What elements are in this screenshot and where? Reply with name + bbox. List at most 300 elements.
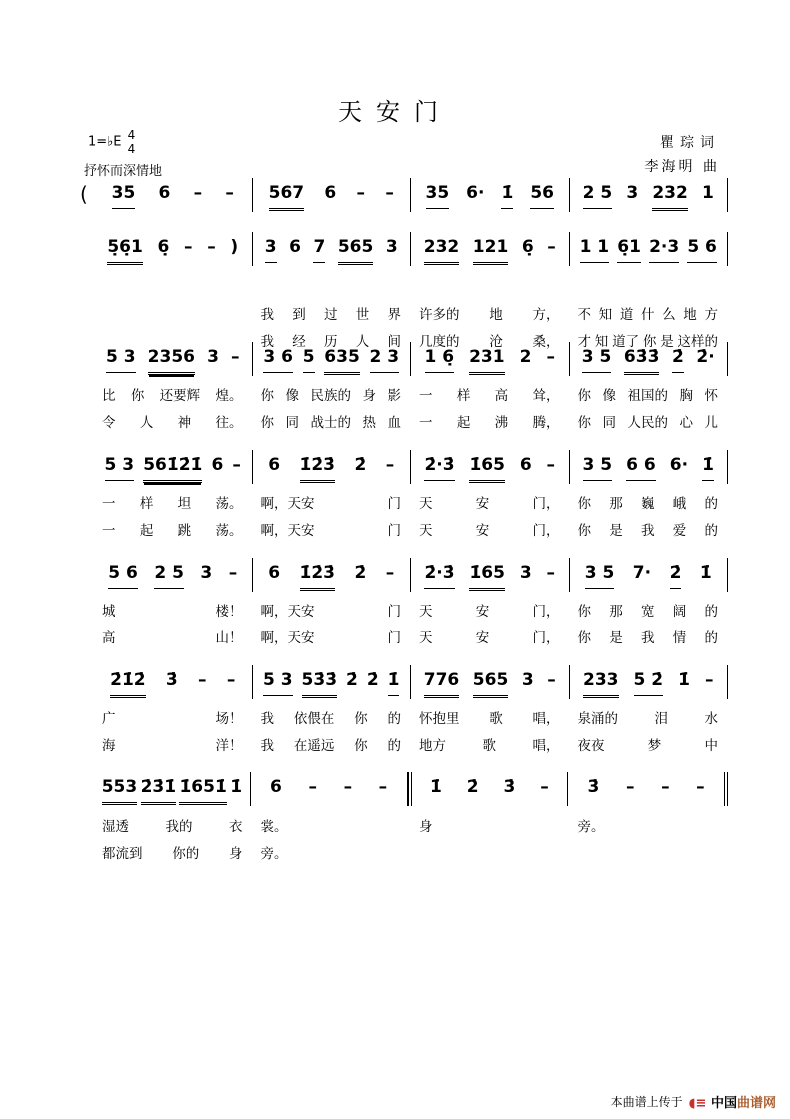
note-group: 5 [303, 346, 315, 373]
note-group: – [546, 563, 556, 583]
measure [253, 665, 412, 699]
lyric-syllable: 热 [362, 415, 376, 431]
key-signature [88, 128, 135, 156]
lyric-syllable: 山！ [215, 630, 243, 646]
note-group: 3 5 [583, 454, 613, 481]
lyric-measure [411, 815, 570, 835]
lyric-syllable: 道 [619, 307, 634, 323]
note-group: 1̇ [388, 669, 400, 696]
lyric-syllable: 几度的 [419, 334, 460, 350]
note-group: – [547, 670, 556, 690]
lyric-syllable: 啊，天安 [260, 604, 315, 620]
note-group: 3̇ [165, 670, 178, 690]
lyric-line-verse-2 [94, 519, 728, 539]
lyric-syllable: 令 [102, 415, 116, 431]
song-title: 天安门 [338, 98, 452, 126]
lyric-syllable: 耸， [532, 388, 560, 404]
lyric-syllable: 像 [602, 388, 616, 404]
note-group: 7 [313, 236, 325, 263]
measure [251, 772, 408, 806]
site-name-part2: 曲谱网 [736, 1096, 776, 1111]
upload-text: 本曲谱上传于 [610, 1095, 683, 1109]
lyric-syllable: 的 [704, 630, 718, 646]
note-group: 1 [702, 183, 714, 203]
lyric-syllable: 一 [102, 496, 116, 512]
lyric-syllable: 经 [292, 334, 306, 350]
lyric-line-verse-2 [94, 842, 728, 862]
lyric-syllable: 峨 [672, 496, 687, 512]
note-group: 3 [519, 563, 532, 583]
measure [253, 178, 412, 212]
row-prefix [80, 236, 94, 262]
lyric-syllable: 都流到 [102, 846, 143, 862]
note-group: 2356 [148, 346, 195, 375]
lyric-syllable: 梦 [647, 738, 662, 754]
note-group: – [661, 777, 670, 797]
note-group: 565 [338, 236, 374, 265]
lyric-syllable: 起 [456, 415, 471, 431]
note-group: 53̇3̇ [302, 669, 338, 698]
note-group: – [343, 777, 353, 797]
lyric-measure [253, 600, 412, 620]
lyric-syllable: 的 [387, 711, 401, 727]
note-group: 1̇ [429, 777, 442, 797]
time-bottom: 4 [127, 142, 136, 156]
lyric-measure [94, 815, 253, 835]
note-group: 1̇ [501, 182, 513, 209]
note-group: – [625, 777, 635, 797]
lyric-syllable: 楼！ [215, 604, 243, 620]
lyric-syllable: 门， [532, 496, 560, 512]
note-group: 1̇651̇ [179, 776, 226, 805]
note-group: 3̇ [587, 777, 600, 797]
note-group: 5 2̇ [634, 669, 664, 696]
lyric-syllable: 我 [260, 307, 274, 323]
note-group: 56 [530, 182, 554, 209]
lyric-syllable: 一 [102, 523, 116, 539]
lyric-line-verse-1 [94, 707, 728, 727]
lyric-measure [253, 303, 412, 323]
note-group: 6 [268, 455, 281, 475]
lyric-syllable: 门 [387, 604, 401, 620]
note-group: 6 [158, 183, 171, 203]
lyric-syllable: 安 [475, 496, 490, 512]
note-group: – [356, 183, 366, 203]
lyric-syllable: 天 [419, 523, 433, 539]
lyric-syllable: 像 [285, 388, 299, 404]
lyric-syllable: 高 [494, 388, 509, 404]
row-prefix: ( [80, 182, 88, 206]
note-group: 2̇3̇1̇ [141, 776, 177, 805]
lyric-syllable: 不 [577, 307, 591, 323]
lyric-syllable: 巍 [641, 496, 655, 512]
measure [570, 450, 729, 484]
lyric-syllable: 神 [177, 415, 192, 431]
lyric-syllable: 地 [683, 307, 697, 323]
lyric-syllable: 旁。 [260, 846, 288, 862]
note-group: ) [230, 237, 239, 257]
lyric-syllable: 泪 [654, 711, 668, 727]
note-group: – [378, 777, 388, 797]
lyric-syllable: 歌 [482, 738, 496, 754]
lyric-syllable: 方 [704, 307, 718, 323]
lyric-measure [94, 842, 253, 862]
lyric-syllable: 安 [475, 604, 490, 620]
note-group: 6̣ [157, 237, 170, 257]
lyric-syllable: 啊，天安 [260, 523, 315, 539]
lyric-syllable: 你 [577, 604, 591, 620]
lyric-syllable: 过 [324, 307, 338, 323]
measure [411, 665, 570, 699]
measure [94, 342, 253, 376]
note-group: 3 [200, 563, 213, 583]
note-group: – [385, 183, 394, 203]
lyric-syllable: 你 [577, 415, 591, 431]
lyric-measure [570, 842, 729, 862]
lyric-syllable: 往。 [215, 415, 243, 431]
note-group: 567 [269, 182, 305, 211]
lyric-syllable: 我 [260, 738, 274, 754]
note-group: 561̇2̇1̇ [143, 454, 202, 483]
measure [253, 232, 412, 266]
measure [411, 178, 570, 212]
lyric-syllable: 歌 [489, 711, 503, 727]
lyricist-credit: 瞿琮词 [660, 135, 720, 151]
staff-row [80, 562, 728, 588]
lyric-syllable: 湿透 [102, 819, 129, 835]
lyric-syllable: 你 [642, 334, 657, 350]
lyric-measure [411, 519, 570, 539]
note-group: – [696, 777, 705, 797]
lyric-syllable: 桑， [532, 334, 560, 350]
lyric-measure [253, 519, 412, 539]
measure [94, 178, 253, 212]
measure [570, 342, 729, 376]
note-group: – [546, 455, 556, 475]
lyric-syllable: 我 [260, 711, 274, 727]
measure [253, 558, 412, 592]
site-name-part1: 中国 [710, 1096, 737, 1111]
note-group: 1̇ [699, 563, 712, 583]
note-group: 35 [426, 182, 450, 209]
lyric-syllable: 到 [292, 307, 306, 323]
lyric-syllable: 人民的 [627, 415, 668, 431]
lyric-syllable: 界 [387, 307, 401, 323]
tempo-marking: 抒怀而深情地 [84, 164, 163, 179]
lyric-measure [253, 734, 412, 754]
measure [570, 558, 729, 592]
lyric-measure [570, 384, 729, 404]
lyric-syllable: 泉涌的 [577, 711, 618, 727]
lyric-syllable: 心 [679, 415, 693, 431]
lyric-measure [411, 626, 570, 646]
lyric-measure [570, 815, 729, 835]
note-group: 6 [268, 563, 281, 583]
lyric-syllable: 广 [102, 711, 116, 727]
lyric-syllable: 儿 [704, 415, 718, 431]
lyric-measure [94, 600, 253, 620]
lyric-syllable: 阔 [672, 604, 687, 620]
lyric-line-verse-1 [94, 815, 728, 835]
measure [570, 665, 729, 699]
lyric-syllable: 地方 [419, 738, 446, 754]
lyric-syllable: 历 [324, 334, 338, 350]
lyric-syllable: 情 [672, 630, 687, 646]
note-group: – [184, 237, 193, 257]
note-group: 231 [469, 346, 505, 375]
note-group: 3 [385, 237, 398, 257]
note-group: – [232, 455, 241, 475]
row-prefix [80, 454, 94, 480]
row-prefix [80, 562, 94, 588]
note-group: 232 [652, 182, 688, 211]
lyric-measure [570, 734, 729, 754]
lyric-syllable: 荡。 [215, 523, 243, 539]
lyric-syllable: 的 [704, 496, 718, 512]
note-group: 6 [289, 237, 301, 257]
lyric-syllable: 跳 [177, 523, 192, 539]
note-group: 1̇ [678, 670, 690, 690]
note-group: – [198, 670, 207, 690]
lyric-syllable: 一 [419, 388, 433, 404]
note-group: – [225, 183, 234, 203]
lyric-syllable: 样 [456, 388, 471, 404]
lyric-syllable: 荡。 [215, 496, 243, 512]
note-group: 5̣6̣1 [107, 236, 143, 265]
lyric-syllable: 宽 [641, 604, 655, 620]
note-group: – [704, 670, 714, 690]
lyric-syllable: 还要辉 [159, 388, 201, 404]
lyric-syllable: 中 [704, 738, 718, 754]
note-group: – [308, 777, 317, 797]
lyric-syllable: 一 [419, 415, 433, 431]
lyric-syllable: 知 [598, 307, 613, 323]
measure [94, 450, 253, 484]
lyric-line-verse-1 [94, 303, 728, 323]
lyric-syllable: 门 [387, 523, 401, 539]
note-group: 2̇ [672, 346, 684, 373]
note-group: 63̇3̇ [624, 346, 660, 375]
lyric-measure [253, 815, 412, 835]
note-group: – [540, 777, 549, 797]
note-group: 2̇·3̇ [424, 454, 454, 481]
measure [411, 558, 570, 592]
note-group: – [385, 563, 395, 583]
measure [94, 665, 253, 699]
note-group: 5 3 [105, 454, 135, 481]
lyric-syllable: 门 [387, 496, 401, 512]
note-group: 3 6 [263, 346, 293, 373]
lyric-syllable: 你 [577, 388, 591, 404]
staff-row [80, 182, 728, 208]
note-group: 6· [466, 183, 485, 203]
note-group: 6 [211, 455, 224, 475]
note-group: 1 1 [580, 236, 610, 263]
lyric-syllable: 许多的 [419, 307, 460, 323]
lyric-syllable: 身 [419, 819, 433, 835]
lyric-syllable: 同 [602, 415, 616, 431]
lyric-syllable: 这样的 [677, 334, 718, 350]
staff-row [80, 454, 728, 480]
note-group: 5 6 [687, 236, 717, 263]
lyric-measure [253, 626, 412, 646]
note-group: 6 [324, 183, 337, 203]
lyric-syllable: 你 [577, 523, 591, 539]
lyric-measure [253, 842, 412, 862]
lyric-syllable: 沧 [489, 334, 503, 350]
measure [411, 450, 570, 484]
note-group: 2 3 [370, 346, 400, 373]
lyric-measure [253, 411, 412, 431]
lyric-syllable: 我 [641, 630, 655, 646]
lyric-syllable: 地 [489, 307, 503, 323]
note-group: – [207, 237, 216, 257]
lyric-syllable: 什 [640, 307, 655, 323]
measure [570, 178, 729, 212]
note-group: 553 [102, 776, 138, 805]
staff-row [80, 236, 728, 262]
composer-credit: 李海明 曲 [644, 159, 720, 175]
lyric-syllable: 门， [532, 523, 560, 539]
lyric-syllable: 人 [355, 334, 370, 350]
lyric-syllable: 在遥远 [293, 738, 335, 754]
row-prefix [80, 776, 94, 802]
lyric-syllable: 你的 [172, 846, 200, 862]
lyric-line-verse-2 [94, 626, 728, 646]
lyric-measure [411, 842, 570, 862]
lyric-measure [570, 519, 729, 539]
lyric-measure [94, 411, 253, 431]
note-group: 2̇· [696, 347, 715, 367]
lyric-measure [411, 492, 570, 512]
lyric-syllable: 的 [704, 604, 718, 620]
note-group: 1̇65 [469, 562, 505, 591]
lyric-measure [570, 626, 729, 646]
lyric-syllable: 城 [102, 604, 116, 620]
note-group: 3 5 [582, 346, 612, 373]
note-group: 3 5 [585, 562, 615, 589]
note-group: 6̣1 [617, 236, 641, 263]
lyric-syllable: 我 [641, 523, 655, 539]
note-group: 635 [324, 346, 360, 375]
lyric-measure [253, 492, 412, 512]
lyric-syllable: 安 [475, 523, 490, 539]
row-prefix [80, 669, 94, 695]
note-group: – [230, 347, 240, 367]
lyric-syllable: 啊，天安 [260, 496, 315, 512]
lyric-syllable: 道了 [612, 334, 640, 350]
lyric-measure [253, 384, 412, 404]
lyric-measure [411, 411, 570, 431]
lyric-syllable: 唱， [532, 738, 560, 754]
lyric-syllable: 旁。 [577, 819, 605, 835]
lyric-measure [570, 492, 729, 512]
lyric-measure [411, 734, 570, 754]
note-group: – [226, 670, 236, 690]
lyric-measure [94, 626, 253, 646]
lyric-syllable: 你 [577, 496, 591, 512]
measure [568, 772, 728, 806]
note-group: 1̇ [702, 454, 714, 481]
note-group: 1̇2̇3̇ [300, 562, 336, 591]
note-group: 2̇ [346, 670, 358, 690]
lyric-syllable: 夜夜 [577, 738, 605, 754]
lyric-syllable: 天 [419, 496, 433, 512]
lyric-syllable: 煌。 [215, 388, 243, 404]
lyric-measure [94, 384, 253, 404]
note-group: 3 [265, 236, 277, 263]
lyric-syllable: 方， [532, 307, 560, 323]
lyric-syllable: 洋！ [215, 738, 243, 754]
lyric-syllable: 坦 [177, 496, 192, 512]
lyric-syllable: 衣 [229, 819, 243, 835]
measure [94, 232, 253, 266]
lyric-syllable: 你 [354, 738, 368, 754]
note-group: 2̇ [366, 670, 379, 690]
note-group: – [228, 563, 238, 583]
note-group: 232 [424, 236, 460, 265]
note-group: 6 6 [626, 454, 656, 481]
note-group: – [546, 347, 555, 367]
time-signature [128, 128, 136, 156]
key-label: 1=♭E [88, 134, 122, 150]
note-group: 2·3 [649, 236, 679, 263]
lyric-syllable: 啊，天安 [260, 630, 315, 646]
measure [253, 450, 412, 484]
lyric-line-verse-2 [94, 734, 728, 754]
note-group: 6· [669, 455, 689, 475]
lyric-syllable: 天 [419, 604, 433, 620]
lyric-syllable: 是 [660, 334, 674, 350]
lyric-syllable: 那 [609, 604, 623, 620]
lyric-syllable: 依偎在 [293, 711, 335, 727]
note-group: – [547, 237, 556, 257]
note-group: 2 [519, 347, 532, 367]
lyric-syllable: 胸 [679, 388, 693, 404]
measure [253, 342, 412, 376]
lyric-measure [411, 707, 570, 727]
note-group: 1̇2̇3̇ [300, 454, 336, 483]
lyric-syllable: 门， [532, 604, 560, 620]
lyric-syllable: 同 [285, 415, 299, 431]
lyric-measure [94, 734, 253, 754]
lyric-syllable: 我 [260, 334, 274, 350]
lyric-syllable: 你 [130, 388, 145, 404]
lyric-measure [94, 707, 253, 727]
note-group: 3 [207, 347, 219, 367]
lyric-syllable: 血 [387, 415, 401, 431]
lyric-syllable: 么 [662, 307, 676, 323]
lyric-syllable: 门， [532, 630, 560, 646]
note-group: 1̇ [230, 777, 243, 797]
lyric-syllable: 是 [609, 523, 623, 539]
site-logo: ◖≡ 中国曲谱网 [688, 1096, 776, 1111]
lyric-syllable: 比 [102, 388, 116, 404]
lyric-measure [570, 303, 729, 323]
lyric-syllable: 水 [704, 711, 718, 727]
note-group: 1̇65 [469, 454, 505, 483]
measure [94, 558, 253, 592]
lyric-syllable: 门 [387, 630, 401, 646]
note-group: 5 6 [108, 562, 138, 589]
lyric-measure [411, 384, 570, 404]
lyric-syllable: 你 [260, 415, 274, 431]
lyric-measure [570, 707, 729, 727]
note-group: 2̇·3̇ [424, 562, 454, 589]
note-group: 2̇ [670, 562, 682, 589]
lyric-syllable: 那 [609, 496, 623, 512]
note-group: 3 [626, 183, 639, 203]
